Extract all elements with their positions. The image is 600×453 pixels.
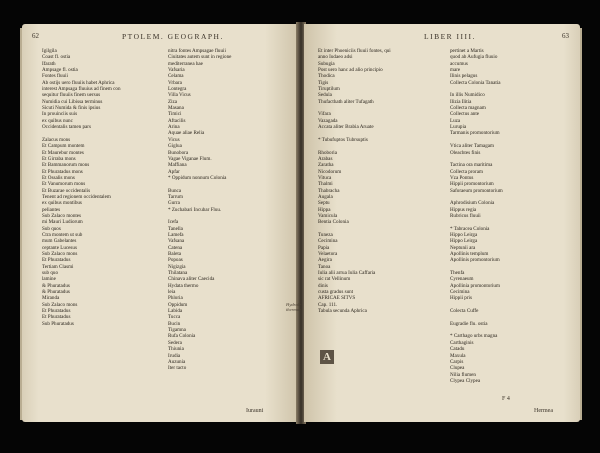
text-line: Et Phuratadus <box>42 308 71 315</box>
text-line: Hydata thermo <box>168 282 199 289</box>
text-line: Vazagada <box>318 117 338 124</box>
text-line: leia <box>168 289 176 296</box>
text-line: * Carthago urbs magna <box>450 333 498 340</box>
text-line: Aegira <box>318 257 332 264</box>
text-line: Lurupia <box>450 124 467 131</box>
text-line: Neptunii ara <box>450 244 476 251</box>
text-line: ex quibus nunc <box>42 117 73 124</box>
text-line: Thilatana <box>168 270 188 277</box>
text-line: Oppidum <box>168 301 188 308</box>
text-line: Tigis <box>318 79 329 86</box>
text-line: custa gradus sunt <box>318 289 354 296</box>
text-line: Arabas <box>318 155 333 162</box>
text-line: Tuneza <box>318 231 333 238</box>
right-running-head: LIBER IIII. <box>424 32 476 41</box>
text-line: Catadu <box>450 346 465 353</box>
text-line: mediterranea hae <box>168 60 203 67</box>
text-line: sic rat Vellinum <box>318 276 351 283</box>
text-line: Giglua <box>168 143 182 150</box>
text-line: Vafsaria <box>168 67 185 74</box>
text-line: Vza Pontus <box>450 174 474 181</box>
text-line: Phloria <box>168 295 183 302</box>
text-line: accumus <box>450 60 468 67</box>
text-line: mum Gabelantes <box>42 238 77 245</box>
text-line: Tertiam Clasmi <box>42 263 74 270</box>
text-line: Vifara <box>318 111 331 118</box>
left-column-1 <box>42 48 121 327</box>
text-line: Sub Zalaco montes <box>42 212 82 219</box>
left-page <box>22 24 298 422</box>
text-line: Et Buzarae occidentalis <box>42 187 91 194</box>
text-line: Vtica aliter Tamagam <box>450 143 494 150</box>
text-line: Maffiana <box>168 162 187 169</box>
text-line: * Tubufuptos Tubrsuptis <box>318 136 368 143</box>
text-line: Rufa Colonia <box>168 333 196 340</box>
text-line: Thodica <box>318 73 335 80</box>
text-line: Vituca <box>318 174 332 181</box>
text-line: Timici <box>168 111 182 118</box>
text-line: lamine <box>42 276 56 283</box>
text-line: Collecta proram <box>450 168 483 175</box>
text-line: Carthaginis <box>450 339 474 346</box>
text-line: Tarrum <box>168 193 183 200</box>
text-line: Sub Zalaco mons <box>42 251 78 257</box>
text-line: Septu <box>318 200 330 207</box>
text-line: AFRICAE SITVS <box>318 295 356 302</box>
text-line: Et Maurebur montes <box>42 149 84 156</box>
text-line: Cecimina <box>318 238 338 245</box>
text-line: quod ab Aufugia fluuio <box>450 54 498 61</box>
text-line: Aphrodisium Colonia <box>450 200 495 207</box>
text-line: * Tabracea Colonia <box>450 225 490 232</box>
text-line: Ciuitates autem sunt in regione <box>168 54 232 61</box>
text-line: Thiunia <box>168 346 184 353</box>
text-line: Iulia alii arrua Iulia Caffaria <box>318 270 376 277</box>
text-line: Clupea <box>450 365 465 372</box>
right-catchword: Hermea <box>534 408 553 414</box>
text-line: Thalmi <box>318 181 333 188</box>
text-line: Rhoboria <box>318 149 337 156</box>
text-line: Saforaeum promontorium <box>450 187 503 194</box>
text-line: Ilinis pelagus <box>450 73 478 80</box>
text-line: Ab ostijs uero fluuiis habet Aphrica <box>42 79 115 86</box>
text-line: Et Phuratadus mons <box>42 168 83 175</box>
text-line: Tabula secunda Aphrica <box>318 308 367 315</box>
text-line: Oleachtes finis <box>450 149 481 156</box>
text-line: Ifarath <box>42 60 56 67</box>
text-line: Hippo Leirga <box>450 231 478 238</box>
text-line: Arina <box>168 124 180 131</box>
text-line: Popoas <box>168 257 183 264</box>
text-line: Collecta magnam <box>450 105 486 112</box>
text-line: Clypea Clypea <box>450 377 481 384</box>
text-line: anno Iudaeo adsi <box>318 54 353 61</box>
text-line: Cap. 111. <box>318 301 338 308</box>
text-line: Occidentalis tamen pars <box>42 124 91 131</box>
text-line: Vamicula <box>318 212 338 219</box>
text-line: Luza <box>450 117 461 124</box>
text-line: Hippii pris <box>450 295 472 302</box>
text-line: Aftacilis <box>168 117 186 124</box>
text-line: Lamefa <box>168 231 184 238</box>
left-column-2 <box>168 48 231 372</box>
left-catchword: Iurauni <box>246 408 264 414</box>
text-line: Fontes fluuii <box>42 73 68 80</box>
text-line: ceptante Lucesus <box>42 244 77 251</box>
text-line: Cyrenaeum <box>450 276 474 283</box>
text-line: Eugradie flu. ostia <box>450 320 488 327</box>
text-line: Subugia <box>318 60 335 67</box>
text-line: Vafsana <box>168 238 185 245</box>
left-running-head: PTOLEM. GEOGRAPH. <box>122 32 224 41</box>
text-line: Chinava aliter Caecida <box>168 276 215 283</box>
text-line: Apfar <box>168 168 180 175</box>
text-line: Et Vanumorum mons <box>42 181 86 188</box>
text-line: Gurra <box>168 200 180 207</box>
text-line: Sub Phuratadus <box>42 320 74 327</box>
text-line: Et Bammanorum mons <box>42 162 90 169</box>
text-line: Numidia cui Libissa terminus <box>42 98 103 105</box>
text-line: Et Phuratadus <box>42 257 71 264</box>
text-line: Vicus <box>168 136 180 143</box>
left-page-number: 62 <box>32 32 39 40</box>
text-line: Aquae aliae Relia <box>168 130 205 137</box>
text-line: Apollinia promontorium <box>450 282 500 289</box>
text-line: Catena <box>168 244 183 251</box>
text-line: Et Phuratadus <box>42 314 71 321</box>
text-line: In prouinciis suis <box>42 111 78 118</box>
text-line: Apollinis templum <box>450 251 489 257</box>
right-page <box>304 24 580 422</box>
text-line: Baleta <box>168 251 182 257</box>
text-line: sequitur fluuiis finem uersus <box>42 92 101 99</box>
text-line: Nilia flumen <box>450 371 476 378</box>
text-line: Lontegra <box>168 86 187 93</box>
text-line: Tucca <box>168 314 181 321</box>
text-line: Hippus regia <box>450 206 477 213</box>
text-line: Hippo Leirga <box>450 238 478 245</box>
right-page-number: 63 <box>562 32 569 40</box>
text-line: Sicuti Numida & finis ipsius <box>42 105 101 112</box>
text-line: & Phuratadus <box>42 282 70 289</box>
text-line: Thabracha <box>318 187 340 194</box>
text-line: Ampsage fl. ostia <box>42 67 78 74</box>
text-line: Icefa <box>168 219 179 226</box>
text-line: nitra fontes Ampsagae fluuii <box>168 48 226 54</box>
text-line: Nigizgia <box>168 263 186 270</box>
text-line: dinis <box>318 282 328 289</box>
text-line: Sub Zalaco mons <box>42 301 78 308</box>
text-line: Rubricus fluuii <box>450 212 481 219</box>
right-column-2 <box>450 48 503 384</box>
text-line: In illis Numidico <box>450 92 485 99</box>
text-line: Masana <box>168 105 184 112</box>
text-line: Apollinis promontorium <box>450 257 500 264</box>
margin-note: Hydrale thermae <box>286 302 302 312</box>
text-line: Hippa <box>318 206 331 213</box>
open-book <box>20 18 582 430</box>
text-line: Colecta Cuffe <box>450 308 479 315</box>
text-line: Nicodorum <box>318 168 342 175</box>
text-line: Tanoa <box>318 263 331 270</box>
text-line: interest Ampsaga fluuius ad finem con <box>42 86 121 93</box>
text-line: Accata aliter Brabia Aruate <box>318 124 374 131</box>
text-line: Labida <box>168 308 183 315</box>
text-line: Sedula <box>318 92 332 99</box>
text-line: Post uero hanc ad alio principio <box>318 67 383 74</box>
text-line: Bucin <box>168 320 181 327</box>
text-line: Maxula <box>450 352 466 359</box>
decorated-initial: A <box>320 350 334 364</box>
text-line: Tanella <box>168 225 183 232</box>
text-line: Collecta Colonia Tanatia <box>450 79 501 86</box>
text-line: Tactina ora maritima <box>450 162 493 169</box>
text-line: sub quo <box>42 270 58 277</box>
text-line: Et inter Phoeniciis fluuii fontes, qui <box>318 48 391 54</box>
text-line: Augala <box>318 193 333 200</box>
text-line: Cecimina <box>450 289 470 296</box>
text-line: Vrbara <box>168 79 182 86</box>
text-line: Et Girraba mons <box>42 155 76 162</box>
text-line: peliantes <box>42 206 61 213</box>
text-line: Bunca <box>168 187 182 194</box>
text-line: ex quibus montibus <box>42 200 82 207</box>
text-line: Miranda <box>42 295 60 302</box>
text-line: Sedera <box>168 339 182 346</box>
text-line: Tiruptilum <box>318 86 340 93</box>
text-line: Zalacus mons <box>42 136 71 143</box>
text-line: Thufacthath aliter Tufagath <box>318 98 374 105</box>
text-line: Carpis <box>450 358 464 365</box>
text-line: Thenfa <box>450 270 465 277</box>
text-line: Ctra montem ut sub <box>42 231 83 238</box>
text-line: Iter tacto <box>168 365 187 372</box>
text-line: Ziza <box>168 98 178 105</box>
text-line: Papia <box>318 244 330 251</box>
text-line: Bunobora <box>168 149 189 156</box>
text-line: mi Mauri Ludiorum <box>42 219 83 226</box>
right-column-1 <box>318 48 391 314</box>
text-line: * Oppidum nonnum Colonia <box>168 174 227 181</box>
text-line: pertinet a Martis <box>450 48 484 54</box>
right-signature-mark: F 4 <box>502 396 510 402</box>
text-line: Velaetora <box>318 251 338 257</box>
text-line: * Zuchabari Incubar Fluu. <box>168 206 222 213</box>
text-line: Coast fl. ostia <box>42 54 71 61</box>
text-line: Hippii promontorium <box>450 181 494 188</box>
text-line: Collectus ante <box>450 111 479 118</box>
text-line: Auzunia <box>168 358 186 365</box>
text-line: mare <box>450 67 461 74</box>
text-line: Celama <box>168 73 184 80</box>
text-line: Zaratha <box>318 162 334 169</box>
text-line: Tenent ad regionem occidentalem <box>42 193 111 200</box>
text-line: Irudia <box>168 352 181 359</box>
text-line: Bentia Colonia <box>318 219 349 226</box>
text-line: Et Campum montem <box>42 143 85 150</box>
text-line: Villa Vicus <box>168 92 191 99</box>
text-line: Igilgila <box>42 48 57 54</box>
text-line: Et Ossalis mons <box>42 174 75 181</box>
text-line: & Phuratadus <box>42 289 70 296</box>
text-line: Tigamna <box>168 327 186 334</box>
text-line: Tarmanis promontorium <box>450 130 500 137</box>
text-line: Ilizia Ilitia <box>450 98 472 105</box>
text-line: Vagae Viganae Flum. <box>168 155 212 162</box>
text-line: Sub quos <box>42 225 61 232</box>
